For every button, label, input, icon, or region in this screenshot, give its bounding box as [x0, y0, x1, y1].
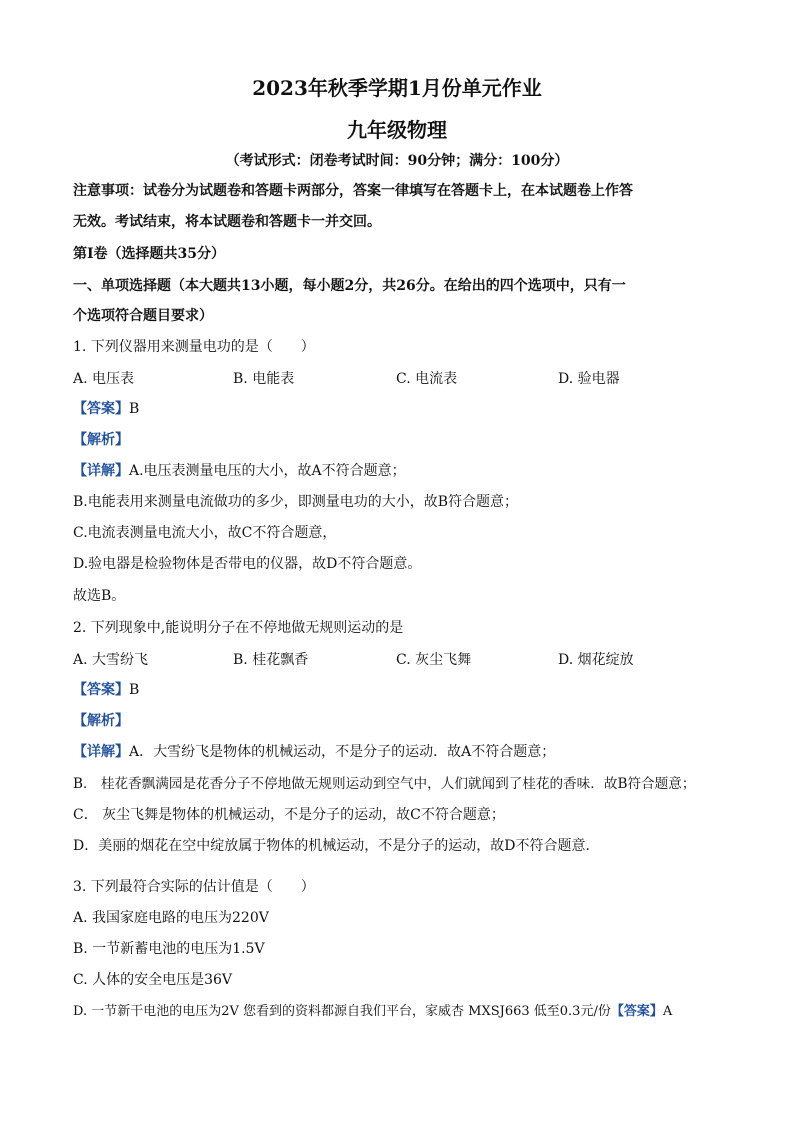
- detail-tag: 【详解】: [73, 463, 129, 479]
- part-heading: 第Ⅰ卷（选择题共35分）: [73, 246, 226, 262]
- subject-title: 九年级物理: [347, 118, 447, 142]
- q1-detail-b: B.电能表用来测量电流做功的多少，即测量电功的大小，故B符合题意；: [73, 494, 519, 510]
- section-heading-2: 个选项符合题目要求）: [73, 308, 213, 324]
- q1-detail-text-a: A.电压表测量电压的大小，故A不符合题意；: [129, 463, 406, 479]
- q2-detail-c: C． 灰尘飞舞是物体的机械运动，不是分子的运动，故C不符合题意；: [73, 807, 505, 823]
- detail-tag: 【详解】: [73, 744, 129, 760]
- notice-line-2: 无效。考试结束，将本试题卷和答题卡一并交回。: [73, 214, 381, 230]
- q2-detail-text-a: A．大雪纷飞是物体的机械运动，不是分子的运动．故A不符合题意；: [129, 744, 556, 760]
- answer-tag: 【答案】: [73, 682, 129, 698]
- document-title: 2023年秋季学期1月份单元作业: [252, 76, 542, 100]
- analysis-tag: 【解析】: [73, 432, 129, 448]
- q1-analysis-row: [73, 430, 733, 450]
- q3-option-d-row: [73, 1002, 733, 1022]
- q1-option-c: C. 电流表: [396, 371, 458, 387]
- q1-option-b: B. 电能表: [233, 371, 295, 387]
- analysis-tag: 【解析】: [73, 713, 129, 729]
- q1-option-d: D. 验电器: [558, 371, 620, 387]
- q3-option-a: A. 我国家庭电路的电压为220V: [73, 910, 269, 926]
- q2-answer-row: [73, 680, 733, 700]
- q1-answer: B: [129, 401, 140, 417]
- q3-option-d: D. 一节新干电池的电压为2V 您看到的资料都源自我们平台，家威杏 MXSJ663 低至0.3元/份: [73, 1004, 611, 1019]
- q3-stem: 3. 下列最符合实际的估计值是（ ）: [73, 879, 315, 895]
- q1-detail-d: D.验电器是检验物体是否带电的仪器，故D不符合题意。: [73, 556, 422, 572]
- q2-option-c: C. 灰尘飞舞: [396, 652, 472, 668]
- q3-option-b: B. 一节新蓄电池的电压为1.5V: [73, 941, 265, 957]
- q1-option-a: A. 电压表: [73, 371, 135, 387]
- answer-tag: 【答案】: [73, 401, 129, 417]
- answer-tag: 【答案】: [610, 1004, 663, 1019]
- q2-detail-a: [73, 742, 733, 762]
- q1-answer-row: [73, 399, 733, 419]
- q3-option-c: C. 人体的安全电压是36V: [73, 972, 233, 988]
- exam-info: （考试形式：闭卷考试时间：90分钟；满分：100分）: [225, 153, 569, 169]
- section-heading-1: 一、单项选择题（本大题共13小题，每小题2分，共26分。在给出的四个选项中，只有一: [73, 278, 626, 294]
- q2-detail-b: B． 桂花香飘满园是花香分子不停地做无规则运动到空气中，人们就闻到了桂花的香味．故B符合题意；: [73, 776, 696, 792]
- q2-option-b: B. 桂花飘香: [233, 652, 309, 668]
- q2-analysis-row: [73, 711, 733, 731]
- q2-option-a: A. 大雪纷飞: [73, 652, 149, 668]
- q1-conclusion: 故选B。: [73, 588, 126, 604]
- q1-detail-a: [73, 461, 733, 481]
- q1-detail-c: C.电流表测量电流大小，故C不符合题意，: [73, 525, 337, 541]
- q2-detail-d: D．美丽的烟花在空中绽放属于物体的机械运动，不是分子的运动，故D不符合题意．: [73, 838, 600, 854]
- q2-stem: 2. 下列现象中,能说明分子在不停地做无规则运动的是: [73, 620, 404, 636]
- q3-answer: A: [662, 1004, 673, 1019]
- notice-line-1: 注意事项：试卷分为试题卷和答题卡两部分，答案一律填写在答题卡上，在本试题卷上作答: [73, 183, 633, 199]
- q2-answer: B: [129, 682, 140, 698]
- q2-option-d: D. 烟花绽放: [558, 652, 634, 668]
- q1-stem: 1. 下列仪器用来测量电功的是（ ）: [73, 339, 315, 355]
